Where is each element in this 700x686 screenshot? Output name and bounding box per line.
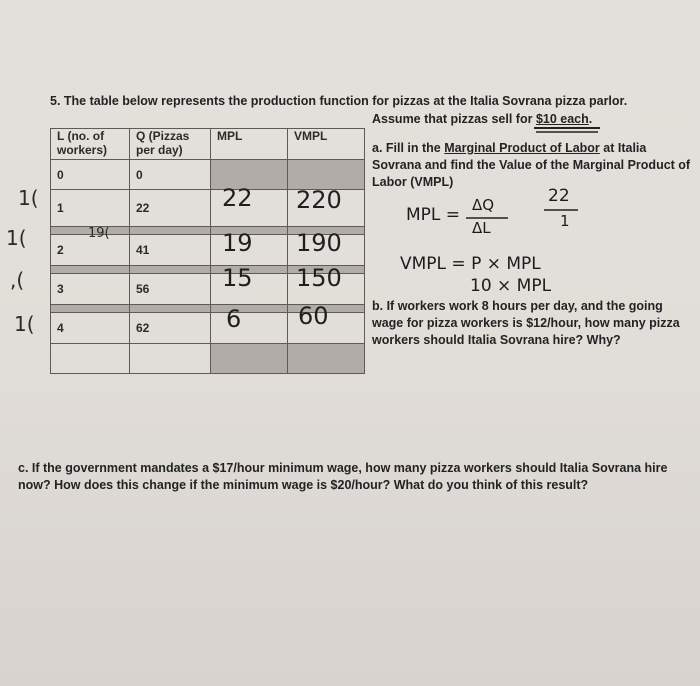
header-pizzas: Q (Pizzas per day) [130, 129, 211, 160]
handwritten-fraction-numerator: 22 [548, 186, 570, 206]
handwritten-mpl-value: 19 [222, 229, 253, 257]
table-cell-pizzas: 22 [130, 190, 211, 227]
table-cell-empty [130, 344, 211, 374]
margin-note: ,( [10, 268, 25, 292]
table-cell-labor: 3 [51, 274, 130, 305]
handwritten-fraction-denominator: 1 [560, 212, 570, 230]
table-cell-pizzas: 56 [130, 274, 211, 305]
price-value: $10 each [535, 112, 589, 126]
handwritten-vmpl-value: 60 [298, 302, 329, 330]
table-cell-empty [51, 344, 130, 374]
handwritten-vmpl-calc: 10 × MPL [470, 276, 552, 296]
mpl-term: Marginal Product of Labor [444, 141, 600, 155]
handwritten-vmpl-value: 220 [296, 186, 342, 214]
handwritten-vmpl-value: 190 [296, 229, 342, 257]
table-gap [130, 227, 211, 235]
margin-note: 1( [18, 186, 39, 210]
table-cell-pizzas: 0 [130, 160, 211, 190]
handwritten-mpl-value: 22 [222, 184, 253, 212]
table-cell-mpl [211, 313, 288, 344]
table-gap [51, 266, 130, 274]
price-underline-mark [532, 126, 602, 134]
handwritten-mpl-value: 6 [226, 305, 242, 333]
table-cell-pizzas: 41 [130, 235, 211, 266]
table-gap [211, 305, 288, 313]
table-cell-shaded [288, 160, 365, 190]
part-c-question: c. If the government mandates a $17/hour minimum wage, how many pizza workers should Italia Sovrana hire now? How does this change if the minimum wage is $20/hour? What do you think of this result? [18, 461, 668, 492]
table-gap [51, 305, 130, 313]
margin-note: 1( [6, 226, 27, 250]
table-cell-shaded [288, 344, 365, 374]
handwritten-vmpl-value: 150 [296, 264, 342, 292]
table-cell-labor: 4 [51, 313, 130, 344]
table-cell-shaded [211, 344, 288, 374]
table-cell-labor: 1 [51, 190, 130, 227]
header-vmpl: VMPL [288, 129, 365, 160]
part-b-question: b. If workers work 8 hours per day, and the going wage for pizza workers is $12/hour, how many pizza workers should Italia Sovrana hire? Why? [372, 299, 680, 347]
header-labor: L (no. of workers) [51, 129, 130, 160]
table-cell-labor: 2 [51, 235, 130, 266]
margin-note: 19( [88, 226, 110, 241]
table-gap [130, 266, 211, 274]
table-cell-labor: 0 [51, 160, 130, 190]
margin-note: 1( [14, 312, 35, 336]
handwritten-delta-q: ΔQ [472, 196, 495, 214]
handwritten-mpl-value: 15 [222, 264, 253, 292]
handwritten-vmpl-formula: VMPL = P × MPL [400, 254, 541, 274]
table-gap [130, 305, 211, 313]
header-mpl: MPL [211, 129, 288, 160]
table-cell-pizzas: 62 [130, 313, 211, 344]
handwritten-delta-l: ΔL [472, 219, 491, 237]
handwritten-mpl-formula: MPL = [406, 205, 461, 225]
price-assumption: Assume that pizzas sell for $10 each. [372, 112, 593, 126]
question-5-title: 5. The table below represents the production function for pizzas at the Italia Sovrana pizza parlor. [50, 94, 628, 108]
part-a-question: a. Fill in the Marginal Product of Labor at Italia Sovrana and find the Value of the Marginal Product of Labor (VMPL) [372, 141, 691, 189]
